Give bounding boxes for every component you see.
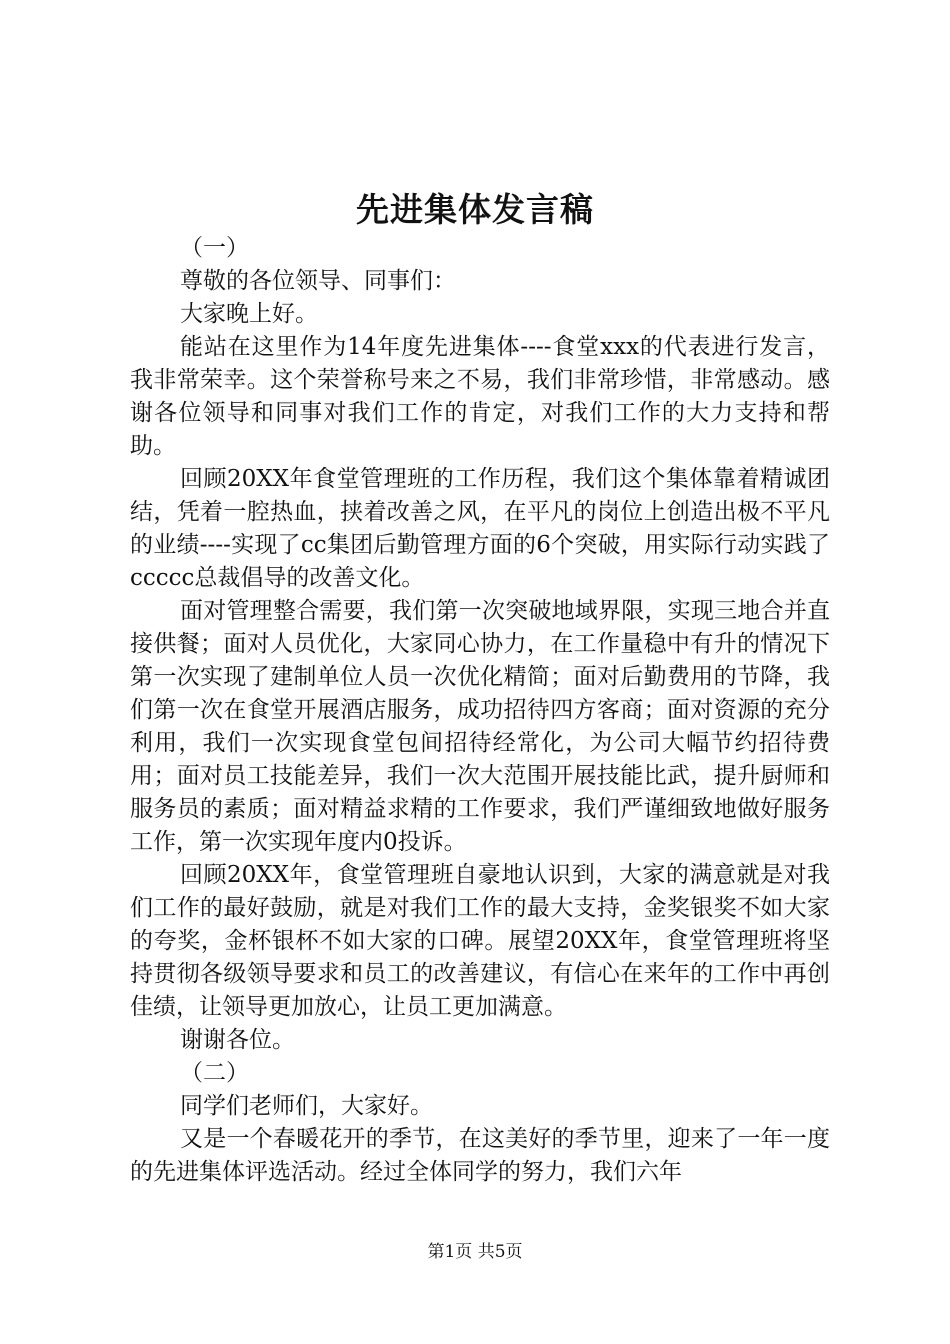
closing: 谢谢各位。 [180, 1027, 295, 1053]
document-body [130, 232, 830, 1189]
paragraph: 回顾20XX年食堂管理班的工作历程，我们这个集体靠着精诚团结，凭着一腔热血，挟着改善之风，在平凡的岗位上创造出极不平凡的业绩----实现了cc集团后勤管理方面的6个突破，用实际行动实践了ccccc总裁倡导的改善文化。 [130, 466, 830, 591]
paragraph: 回顾20XX年，食堂管理班自豪地认识到，大家的满意就是对我们工作的最好鼓励，就是对我们工作的最大支持，金奖银奖不如大家的夸奖，金杯银杯不如大家的口碑。展望20XX年，食堂管理班将坚持贯彻各级领导要求和员工的改善建议，有信心在来年的工作中再创佳绩，让领导更加放心，让员工更加满意。 [130, 862, 830, 1020]
paragraph: 面对管理整合需要，我们第一次突破地域界限，实现三地合并直接供餐；面对人员优化，大家同心协力，在工作量稳中有升的情况下第一次实现了建制单位人员一次优化精简；面对后勤费用的节降，我们第一次在食堂开展酒店服务，成功招待四方客商；面对资源的充分利用，我们一次实现食堂包间招待经常化，为公司大幅节约招待费用；面对员工技能差异，我们一次大范围开展技能比武，提升厨师和服务员的素质；面对精益求精的工作要求，我们严谨细致地做好服务工作，第一次实现年度内0投诉。 [130, 598, 830, 855]
salutation: 尊敬的各位领导、同事们： [180, 268, 456, 294]
document-title: 先进集体发言稿 [356, 190, 594, 229]
section-marker-2: （二） [180, 1060, 249, 1086]
paragraph: 能站在这里作为14年度先进集体----食堂xxx的代表进行发言，我非常荣幸。这个荣誉称号来之不易，我们非常珍惜，非常感动。感谢各位领导和同事对我们工作的肯定，对我们工作的大力支持和帮助。 [130, 334, 830, 459]
greeting: 同学们老师们，大家好。 [180, 1093, 433, 1119]
greeting: 大家晚上好。 [180, 301, 318, 327]
page-number-footer: 第1页 共5页 [427, 1242, 523, 1262]
paragraph: 又是一个春暖花开的季节，在这美好的季节里，迎来了一年一度的先进集体评选活动。经过全体同学的努力，我们六年 [130, 1126, 830, 1185]
section-marker-1: （一） [180, 235, 249, 261]
